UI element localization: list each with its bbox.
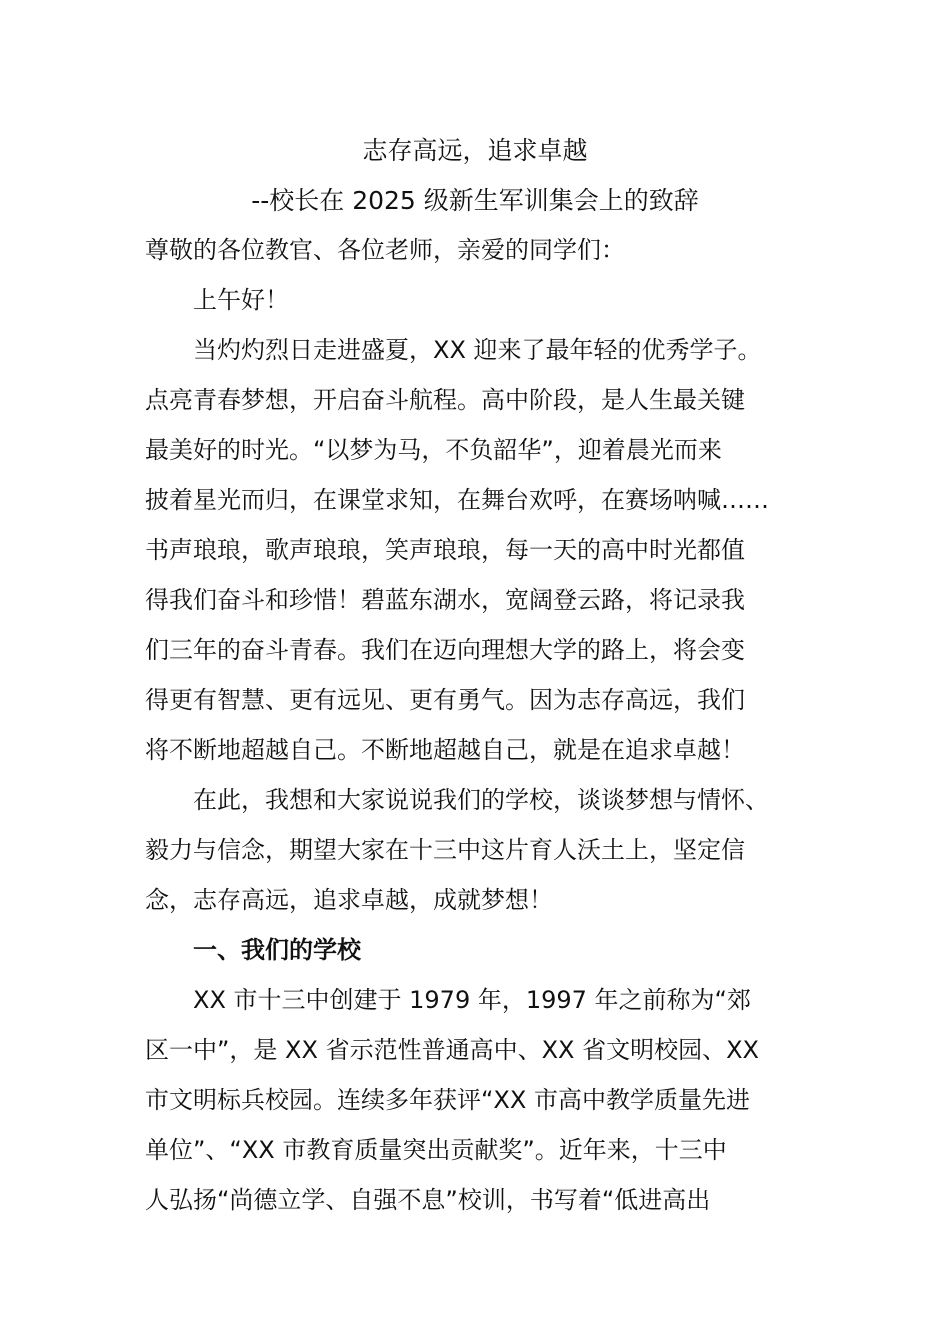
paragraph-line: 区一中”，是 XX 省示范性普通高中、XX 省文明校园、XX (145, 1036, 759, 1064)
paragraph-line: 将不断地超越自己。不断地超越自己，就是在追求卓越！ (145, 736, 745, 764)
paragraph-line: 点亮青春梦想，开启奋斗航程。高中阶段，是人生最关键 (145, 386, 745, 414)
paragraph-line: 市文明标兵校园。连续多年获评“XX 市高中教学质量先进 (145, 1086, 750, 1114)
greeting-line: 上午好！ (145, 286, 289, 314)
section-heading: 一、我们的学校 (145, 936, 361, 964)
paragraph-line: 当灼灼烈日走进盛夏，XX 迎来了最年轻的优秀学子。 (145, 336, 762, 364)
paragraph-line: 在此，我想和大家说说我们的学校，谈谈梦想与情怀、 (145, 786, 769, 814)
document-subtitle: --校长在 2025 级新生军训集会上的致辞 (251, 186, 699, 215)
document-title: 志存高远，追求卓越 (362, 136, 588, 165)
paragraph-line: 披着星光而归，在课堂求知，在舞台欢呼，在赛场呐喊…… (145, 486, 769, 514)
paragraph-line: 人弘扬“尚德立学、自强不息”校训，书写着“低进高出 (145, 1186, 711, 1214)
salutation-line: 尊敬的各位教官、各位老师，亲爱的同学们： (145, 236, 625, 264)
paragraph-line: 们三年的奋斗青春。我们在迈向理想大学的路上，将会变 (145, 636, 745, 664)
paragraph-line: XX 市十三中创建于 1979 年，1997 年之前称为“郊 (145, 986, 751, 1014)
paragraph-line: 单位”、“XX 市教育质量突出贡献奖”。近年来，十三中 (145, 1136, 727, 1164)
paragraph-line: 最美好的时光。“以梦为马，不负韶华”，迎着晨光而来 (145, 436, 722, 464)
paragraph-line: 得更有智慧、更有远见、更有勇气。因为志存高远，我们 (145, 686, 745, 714)
paragraph-line: 书声琅琅，歌声琅琅，笑声琅琅，每一天的高中时光都值 (145, 536, 745, 564)
paragraph-line: 念，志存高远，追求卓越，成就梦想！ (145, 886, 553, 914)
paragraph-line: 得我们奋斗和珍惜！碧蓝东湖水，宽阔登云路，将记录我 (145, 586, 745, 614)
paragraph-line: 毅力与信念，期望大家在十三中这片育人沃土上，坚定信 (145, 836, 745, 864)
